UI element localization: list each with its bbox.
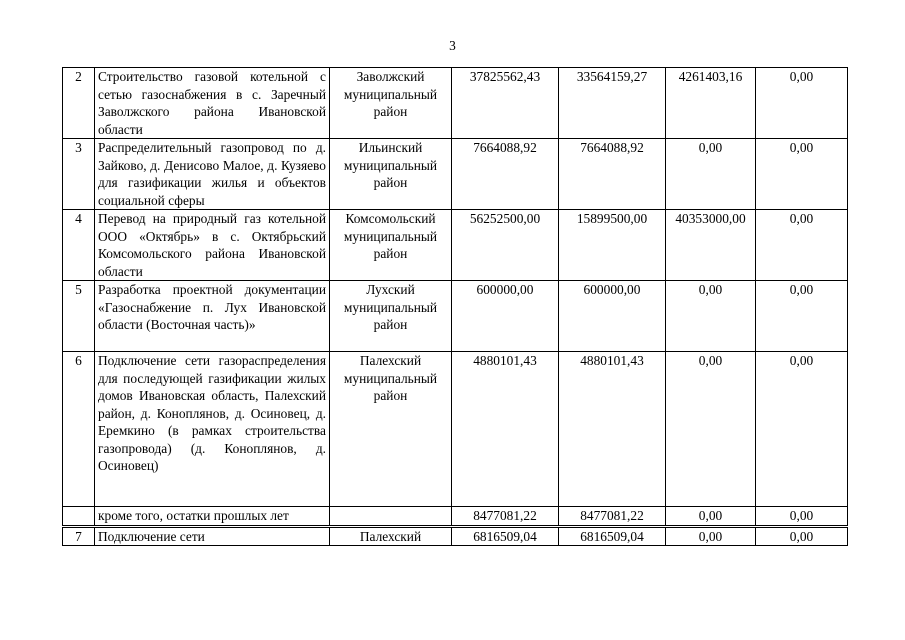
- project-name: Распределительный газопровод по д. Зайково, д. Денисово Малое, д. Кузяево для газификации жилья и объектов социальной сферы: [95, 139, 330, 210]
- district-name: Ильинский муниципальный район: [330, 139, 452, 210]
- amount-column-2: 600000,00: [559, 281, 666, 352]
- table-row: [63, 352, 848, 507]
- table-row: [63, 281, 848, 352]
- amount-column-3: 0,00: [666, 507, 756, 527]
- row-number: 7: [63, 526, 95, 546]
- amount-column-2: 8477081,22: [559, 507, 666, 527]
- amount-column-4: 0,00: [756, 68, 848, 139]
- gasification-funding-table: [62, 67, 848, 546]
- table-row: [63, 139, 848, 210]
- amount-column-2: 4880101,43: [559, 352, 666, 507]
- total-amount: 37825562,43: [452, 68, 559, 139]
- total-amount: 8477081,22: [452, 507, 559, 527]
- table-row: [63, 68, 848, 139]
- table-row: [63, 526, 848, 546]
- amount-column-3: 0,00: [666, 352, 756, 507]
- amount-column-4: 0,00: [756, 210, 848, 281]
- amount-column-4: 0,00: [756, 281, 848, 352]
- total-amount: 56252500,00: [452, 210, 559, 281]
- amount-column-3: 0,00: [666, 139, 756, 210]
- project-name: Разработка проектной документации «Газоснабжение п. Лух Ивановской области (Восточная часть)»: [95, 281, 330, 352]
- project-name: Подключение сети газораспределения для последующей газификации жилых домов Ивановская область, Палехский район, д. Коноплянов, д. Осиновец, д. Еремкино (в рамках строительства газопровода) (д. Коноплянов, д. Осиновец): [95, 352, 330, 507]
- amount-column-4: 0,00: [756, 526, 848, 546]
- row-number: 5: [63, 281, 95, 352]
- carryover-label: кроме того, остатки прошлых лет: [95, 507, 330, 527]
- project-name: Подключение сети: [95, 526, 330, 546]
- row-number: 4: [63, 210, 95, 281]
- district-name: Лухский муниципальный район: [330, 281, 452, 352]
- row-number: 2: [63, 68, 95, 139]
- amount-column-3: 0,00: [666, 526, 756, 546]
- amount-column-2: 6816509,04: [559, 526, 666, 546]
- amount-column-3: 40353000,00: [666, 210, 756, 281]
- amount-column-2: 15899500,00: [559, 210, 666, 281]
- carryover-row: [63, 507, 848, 527]
- amount-column-4: 0,00: [756, 139, 848, 210]
- project-name: Перевод на природный газ котельной ООО «Октябрь» в с. Октябрьский Комсомольского района Ивановской области: [95, 210, 330, 281]
- total-amount: 7664088,92: [452, 139, 559, 210]
- district-name: Комсомольский муниципальный район: [330, 210, 452, 281]
- district-name: Палехский: [330, 526, 452, 546]
- amount-column-3: 4261403,16: [666, 68, 756, 139]
- district-name: Палехский муниципальный район: [330, 352, 452, 507]
- total-amount: 6816509,04: [452, 526, 559, 546]
- district-name-empty: [330, 507, 452, 527]
- total-amount: 600000,00: [452, 281, 559, 352]
- project-name: Строительство газовой котельной с сетью газоснабжения в с. Заречный Заволжского района Ивановской области: [95, 68, 330, 139]
- amount-column-4: 0,00: [756, 507, 848, 527]
- amount-column-4: 0,00: [756, 352, 848, 507]
- row-number-empty: [63, 507, 95, 527]
- row-number: 3: [63, 139, 95, 210]
- district-name: Заволжский муниципальный район: [330, 68, 452, 139]
- amount-column-2: 33564159,27: [559, 68, 666, 139]
- amount-column-2: 7664088,92: [559, 139, 666, 210]
- page-number: 3: [449, 38, 456, 53]
- table-row: [63, 210, 848, 281]
- total-amount: 4880101,43: [452, 352, 559, 507]
- amount-column-3: 0,00: [666, 281, 756, 352]
- row-number: 6: [63, 352, 95, 507]
